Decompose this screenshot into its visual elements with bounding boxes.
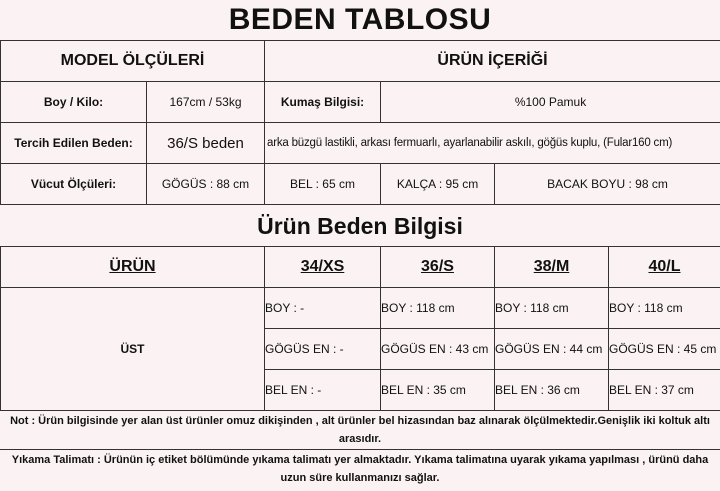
kumas-value: %100 Pamuk bbox=[381, 82, 720, 123]
size-cell: GÖGÜS EN : 45 cm bbox=[609, 329, 720, 370]
bel-value: BEL : 65 cm bbox=[265, 164, 381, 205]
product-name: ÜST bbox=[1, 288, 265, 411]
size-cell: BOY : 118 cm bbox=[381, 288, 495, 329]
size-header-xs: 34/XS bbox=[265, 247, 381, 288]
size-cell: GÖGÜS EN : - bbox=[265, 329, 381, 370]
measurement-note: Not : Ürün bilgisinde yer alan üst ürünler omuz dikişinden , alt ürünler bel hizasından baz alınarak ölçülmektedir.Genişlik iki koltuk altı arasıdır. bbox=[0, 410, 720, 449]
tercih-description: arka büzgü lastikli, arkası fermuarlı, ayarlanabilir askılı, göğüs kuplu, (Fular160 cm) bbox=[265, 123, 720, 164]
kumas-label: Kumaş Bilgisi: bbox=[265, 82, 381, 123]
bacak-value: BACAK BOYU : 98 cm bbox=[495, 164, 720, 205]
size-table bbox=[0, 246, 720, 411]
size-cell: BOY : 118 cm bbox=[495, 288, 609, 329]
model-section-header: MODEL ÖLÇÜLERİ bbox=[1, 41, 265, 82]
tercih-value: 36/S beden bbox=[147, 123, 265, 164]
model-info-table bbox=[0, 40, 720, 205]
size-cell: BEL EN : 35 cm bbox=[381, 370, 495, 411]
washing-note: Yıkama Talimatı : Ürünün iç etiket bölümünde yıkama talimatı yer almaktadır. Yıkama talimatına uyarak yıkama yapılması , ürünü daha uzun süre kullanmanızı sağlar. bbox=[0, 449, 720, 488]
size-header-l: 40/L bbox=[609, 247, 720, 288]
gogus-value: GÖGÜS : 88 cm bbox=[147, 164, 265, 205]
size-cell: BEL EN : - bbox=[265, 370, 381, 411]
size-cell: GÖGÜS EN : 44 cm bbox=[495, 329, 609, 370]
size-cell: BOY : 118 cm bbox=[609, 288, 720, 329]
vucut-label: Vücut Ölçüleri: bbox=[1, 164, 147, 205]
boy-kilo-label: Boy / Kilo: bbox=[1, 82, 147, 123]
size-cell: BEL EN : 36 cm bbox=[495, 370, 609, 411]
size-cell: BEL EN : 37 cm bbox=[609, 370, 720, 411]
product-section-header: ÜRÜN İÇERİĞİ bbox=[265, 41, 720, 82]
page-title: BEDEN TABLOSU bbox=[228, 3, 492, 36]
size-header-m: 38/M bbox=[495, 247, 609, 288]
product-header: ÜRÜN bbox=[1, 247, 265, 288]
notes-section bbox=[0, 410, 720, 488]
size-cell: GÖGÜS EN : 43 cm bbox=[381, 329, 495, 370]
size-header-s: 36/S bbox=[381, 247, 495, 288]
tercih-label: Tercih Edilen Beden: bbox=[1, 123, 147, 164]
kalca-value: KALÇA : 95 cm bbox=[381, 164, 495, 205]
size-cell: BOY : - bbox=[265, 288, 381, 329]
size-section-title: Ürün Beden Bilgisi bbox=[257, 213, 463, 239]
boy-kilo-value: 167cm / 53kg bbox=[147, 82, 265, 123]
